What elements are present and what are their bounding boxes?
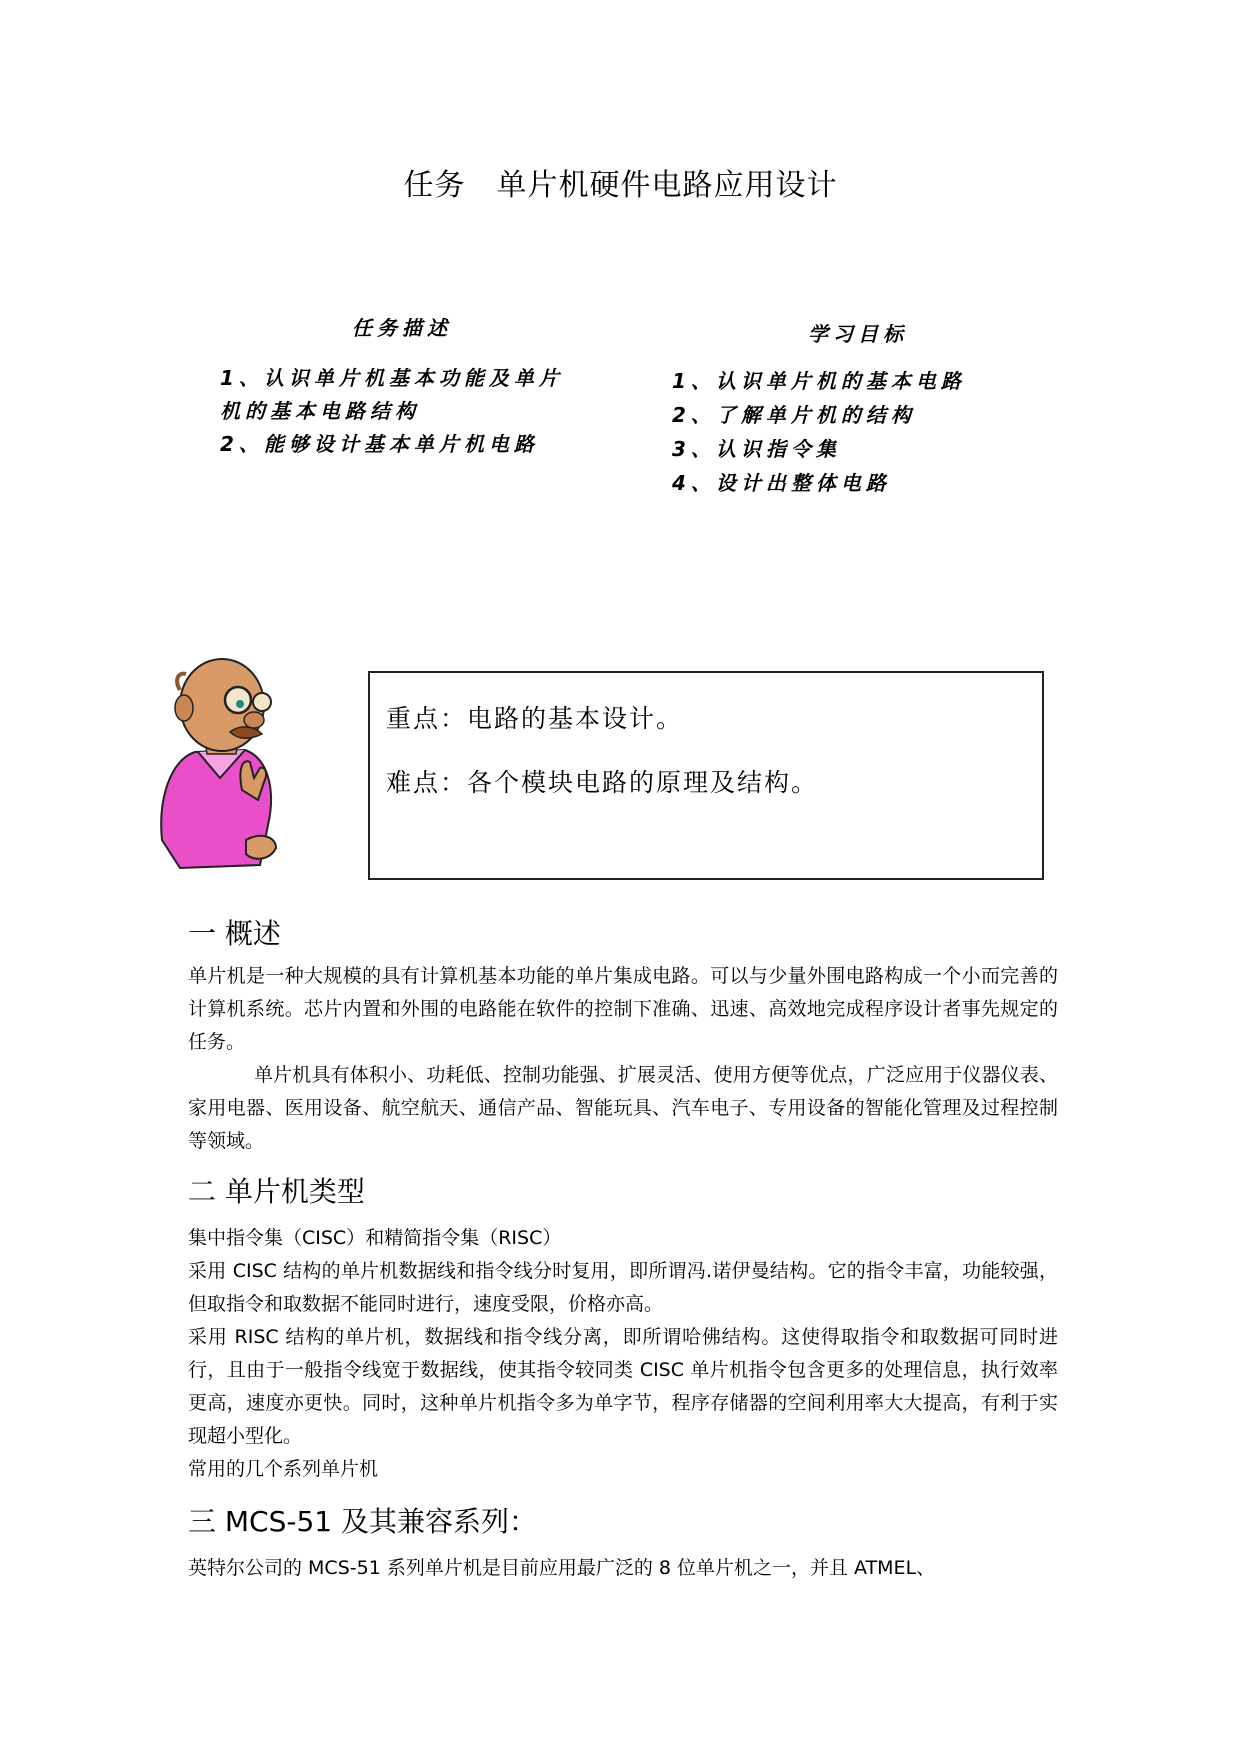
goal-item: 1、认识单片机的基本电路 bbox=[672, 369, 966, 393]
mcs51-line: 英特尔公司的 MCS-51 系列单片机是目前应用最广泛的 8 位单片机之一，并且 ATMEL、 bbox=[188, 1557, 936, 1579]
section-heading-overview: 一 概述 bbox=[188, 917, 281, 950]
goal-item: 2、了解单片机的结构 bbox=[672, 403, 916, 427]
key-point-focus: 重点：电路的基本设计。 bbox=[386, 704, 684, 733]
overview-paragraph-1: 单片机是一种大规模的具有计算机基本功能的单片集成电路。可以与少量外围电路构成一个小而完善的计算机系统。芯片内置和外围的电路能在软件的控制下准确、迅速、高效地完成程序设计者事先规定的任务。 bbox=[188, 965, 1058, 1053]
overview-paragraph-2: 单片机具有体积小、功耗低、控制功能强、扩展灵活、使用方便等优点，广泛应用于仪器仪表、家用电器、医用设备、航空航天、通信产品、智能玩具、汽车电子、专用设备的智能化管理及过程控制等领域。 bbox=[188, 1064, 1058, 1152]
task-item: 1、认识单片机基本功能及单片机的基本电路结构 bbox=[220, 366, 564, 423]
types-line-cisc-risc: 集中指令集（CISC）和精简指令集（RISC） bbox=[188, 1227, 562, 1249]
learning-goals-list bbox=[672, 364, 966, 500]
goal-item: 4、设计出整体电路 bbox=[672, 471, 891, 495]
goal-item: 3、认识指令集 bbox=[672, 437, 841, 461]
learning-goals-heading: 学习目标 bbox=[808, 322, 908, 346]
task-description-heading: 任务描述 bbox=[352, 316, 452, 340]
task-description-list bbox=[220, 362, 580, 461]
key-points-box bbox=[368, 671, 1044, 880]
task-item: 2、能够设计基本单片机电路 bbox=[220, 432, 539, 456]
key-point-difficulty: 难点：各个模块电路的原理及结构。 bbox=[386, 768, 819, 797]
types-paragraph-risc: 采用 RISC 结构的单片机，数据线和指令线分离，即所谓哈佛结构。这使得取指令和取数据可同时进行，且由于一般指令线宽于数据线，使其指令较同类 CISC 单片机指令包含更多的处理信息，执行效率更高，速度亦更快。同时，这种单片机指令多为单字节，程序存储器的空间利用率大大提高，有利于实现超小型化。 bbox=[188, 1326, 1058, 1447]
types-line-series: 常用的几个系列单片机 bbox=[188, 1458, 379, 1480]
page-title: 任务 单片机硬件电路应用设计 bbox=[403, 168, 838, 203]
types-paragraph-cisc: 采用 CISC 结构的单片机数据线和指令线分时复用，即所谓冯.诺伊曼结构。它的指令丰富，功能较强，但取指令和取数据不能同时进行，速度受限，价格亦高。 bbox=[188, 1260, 1058, 1315]
section-heading-types: 二 单片机类型 bbox=[188, 1175, 365, 1208]
section-heading-mcs51: 三 MCS-51 及其兼容系列： bbox=[188, 1505, 538, 1538]
cartoon-teacher-icon bbox=[150, 650, 290, 880]
